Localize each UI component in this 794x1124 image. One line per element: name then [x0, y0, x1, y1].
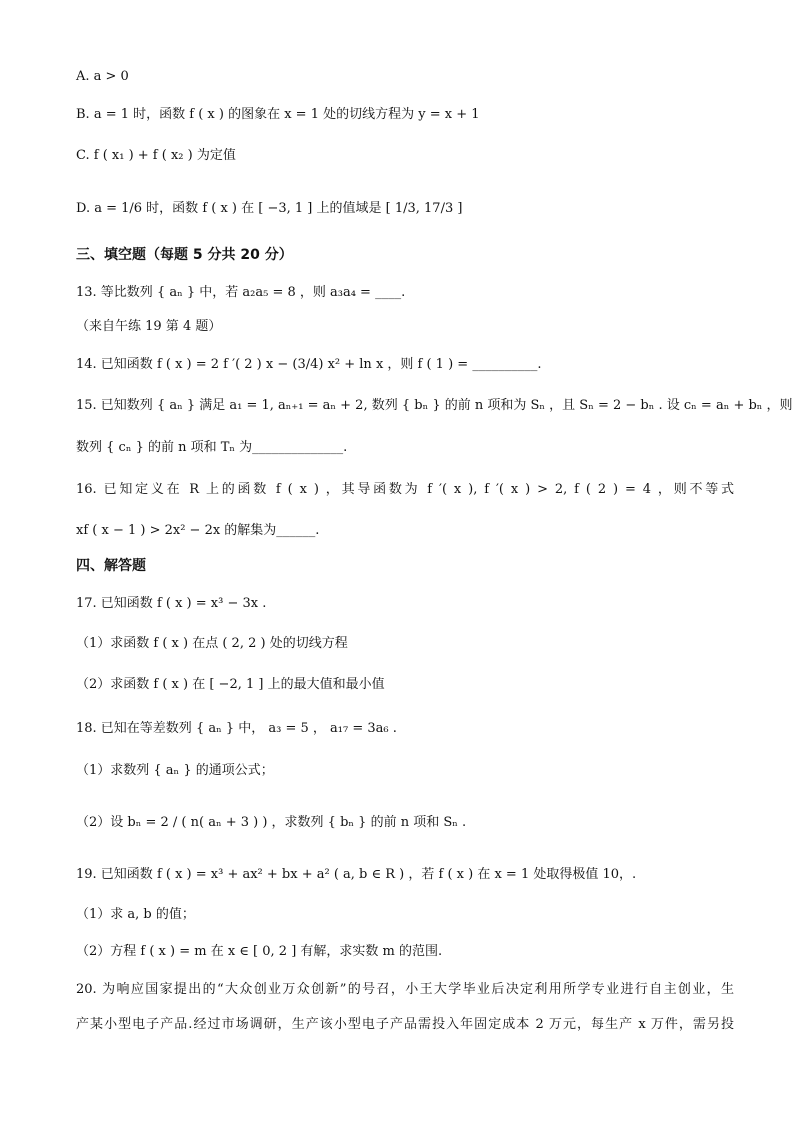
question-17-part-2: （2）求函数 f ( x ) 在 [ −2, 1 ] 上的最大值和最小值	[76, 677, 385, 692]
question-17: 17. 已知函数 f ( x ) = x³ − 3x .	[76, 596, 267, 611]
option-d: D. a = 1/6 时，函数 f ( x ) 在 [ −3, 1 ] 上的值域是 [ 1/3, 17/3 ]	[76, 201, 463, 216]
question-18: 18. 已知在等差数列 { aₙ } 中， a₃ = 5 ， a₁₇ = 3a₆ .	[76, 721, 397, 736]
question-19: 19. 已知函数 f ( x ) = x³ + ax² + bx + a² ( a, b ∈ R ) ，若 f ( x ) 在 x = 1 处取得极值 10，.	[76, 867, 637, 882]
option-a: A. a > 0	[76, 69, 129, 84]
question-13: 13. 等比数列 { aₙ } 中，若 a₂a₅ = 8 ，则 a₃a₄ = ____.	[76, 285, 406, 300]
question-15-line-1: 15. 已知数列 { aₙ } 满足 a₁ = 1, aₙ₊₁ = aₙ + 2, 数列 { bₙ } 的前 n 项和为 Sₙ ，且 Sₙ = 2 − bₙ . 设 cₙ = aₙ + bₙ ，则	[76, 398, 793, 413]
question-19-part-2: （2）方程 f ( x ) = m 在 x ∈ [ 0, 2 ] 有解，求实数 m 的范围.	[76, 944, 443, 959]
question-16-line-1: 16. 已知定义在 R 上的函数 f ( x ) ，其导函数为 f ′( x ), f ′( x ) > 2, f ( 2 ) = 4 ，则不等式	[76, 482, 734, 497]
question-13-note: （来自午练 19 第 4 题）	[76, 319, 222, 334]
question-17-part-1: （1）求函数 f ( x ) 在点 ( 2, 2 ) 处的切线方程	[76, 636, 348, 651]
question-18-part-1: （1）求数列 { aₙ } 的通项公式；	[76, 763, 274, 778]
question-18-part-2: （2）设 bₙ = 2 / ( n( aₙ + 3 ) ) ，求数列 { bₙ } 的前 n 项和 Sₙ .	[76, 815, 467, 830]
question-20-line-1: 20. 为响应国家提出的“大众创业万众创新”的号召，小王大学毕业后决定利用所学专业进行自主创业，生	[76, 982, 734, 997]
question-14: 14. 已知函数 f ( x ) = 2 f ′( 2 ) x − (3/4) x² + ln x ，则 f ( 1 ) = __________.	[76, 357, 542, 372]
question-19-part-1: （1）求 a, b 的值；	[76, 907, 195, 922]
section-3-title: 三、填空题（每题 5 分共 20 分）	[76, 247, 293, 263]
option-b: B. a = 1 时，函数 f ( x ) 的图象在 x = 1 处的切线方程为 y = x + 1	[76, 107, 480, 122]
section-4-title: 四、解答题	[76, 558, 146, 574]
question-15-line-2: 数列 { cₙ } 的前 n 项和 Tₙ 为______________.	[76, 440, 348, 455]
option-c: C. f ( x₁ ) + f ( x₂ ) 为定值	[76, 148, 236, 163]
question-16-line-2: xf ( x − 1 ) > 2x² − 2x 的解集为______.	[76, 523, 320, 538]
question-20-line-2: 产某小型电子产品.经过市场调研，生产该小型电子产品需投入年固定成本 2 万元，每生产 x 万件，需另投	[76, 1017, 734, 1032]
